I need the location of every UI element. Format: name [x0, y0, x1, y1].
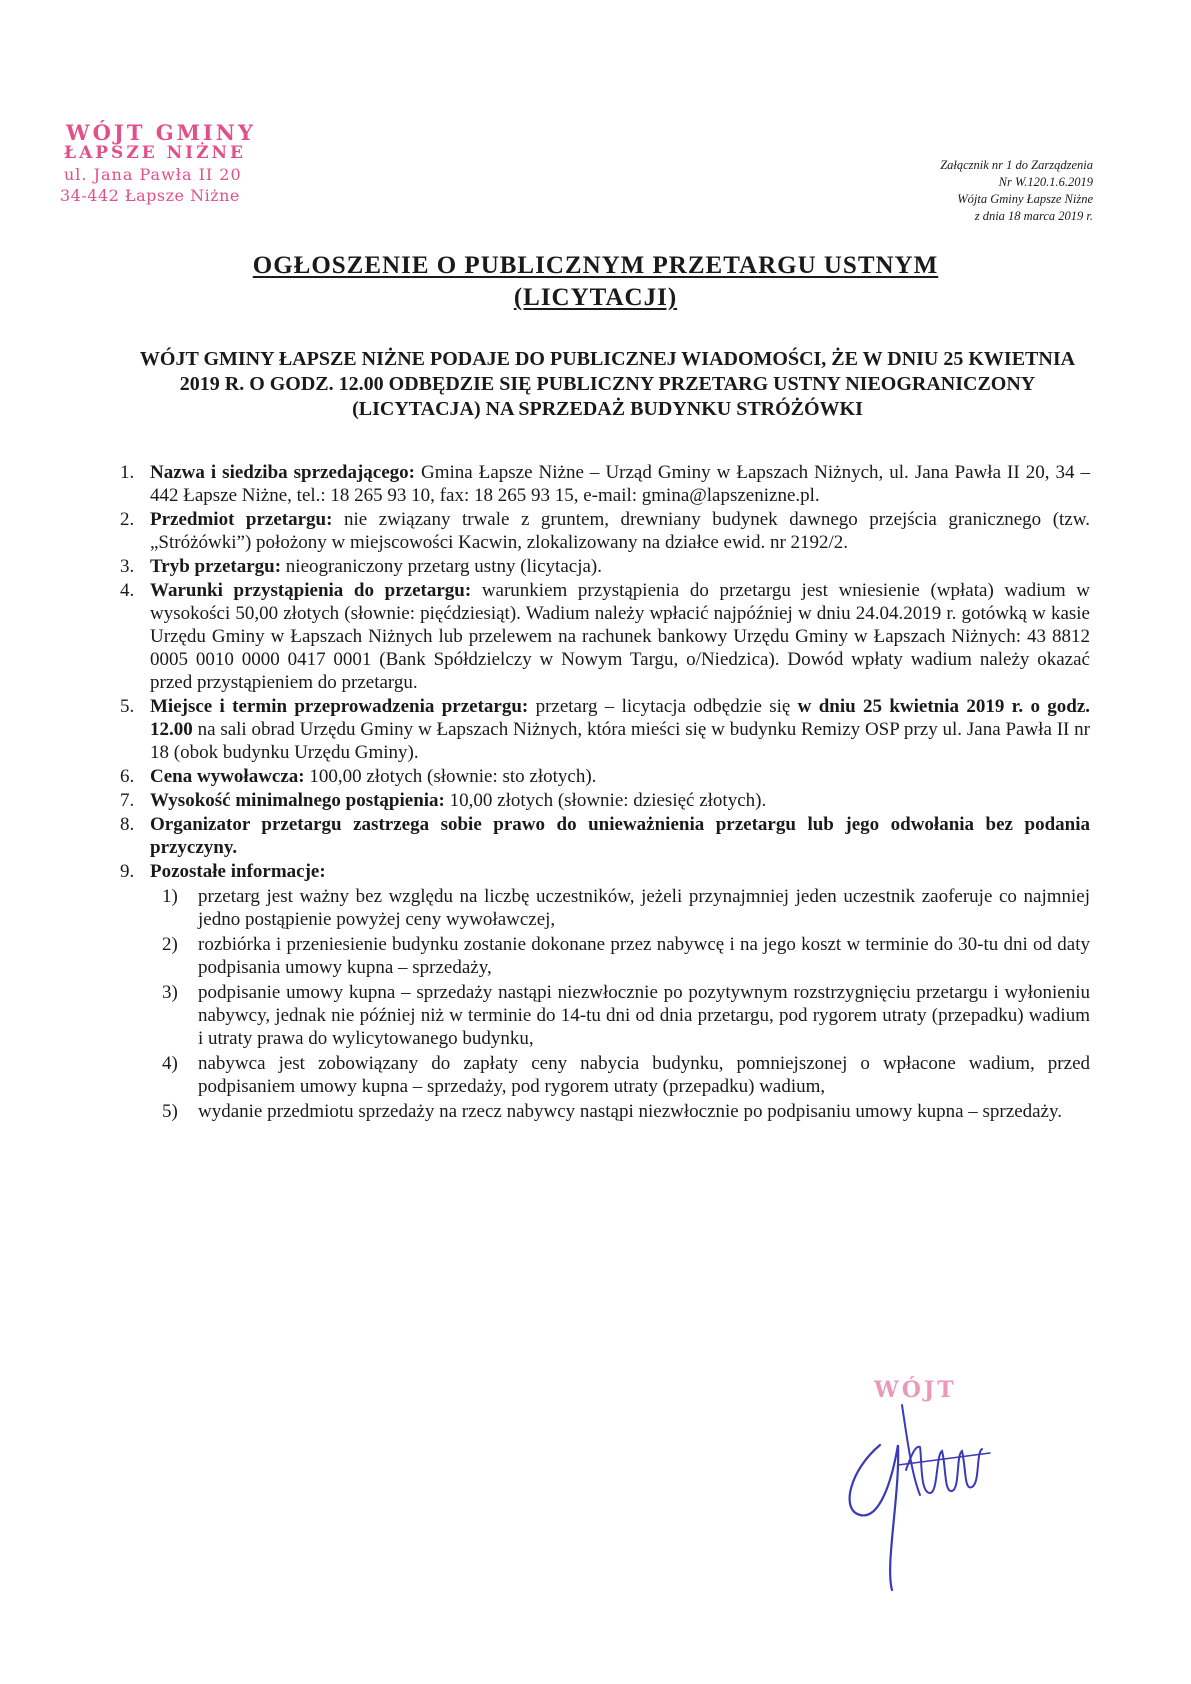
- list-item: [120, 860, 1090, 1123]
- item-text: przetarg – licytacja odbędzie się: [528, 696, 798, 717]
- sub-list-item: [150, 1052, 1090, 1098]
- item-number: 7.: [120, 790, 135, 811]
- sub-item-text: wydanie przedmiotu sprzedaży na rzecz nabywcy nastąpi niezwłocznie po podpisaniu umowy kupna – sprzedaży.: [198, 1101, 1063, 1122]
- item-number: 8.: [120, 814, 135, 835]
- sub-item-number: 1): [162, 886, 178, 907]
- item-heading: Cena wywoławcza:: [150, 766, 305, 787]
- item-number: 3.: [120, 556, 135, 577]
- signature-drawing: [840, 1375, 1020, 1595]
- stamp-line-2: ŁAPSZE NIŻNE: [64, 143, 247, 163]
- item-number: 6.: [120, 766, 135, 787]
- list-item: [120, 695, 1090, 764]
- sub-list-item: [150, 933, 1090, 979]
- item-heading: Warunki przystąpienia do przetargu:: [150, 580, 472, 601]
- sub-item-text: nabywca jest zobowiązany do zapłaty ceny nabycia budynku, pomniejszonej o wpłacone wadium, przed podpisaniem umowy kupna – sprzedaży, pod rygorem utraty (przepadku) wadium,: [198, 1053, 1090, 1097]
- title-line-1: OGŁOSZENIE O PUBLICZNYM PRZETARGU USTNYM: [252, 252, 939, 279]
- item-text: 10,00 złotych (słownie: dziesięć złotych).: [444, 790, 767, 811]
- sub-item-text: przetarg jest ważny bez względu na liczbę uczestników, jeżeli przynajmniej jeden uczestnik zaoferuje co najmniej jedno postąpienie powyżej ceny wywoławczej,: [198, 886, 1090, 930]
- item-number: 2.: [120, 509, 135, 530]
- item-text: Gmina Łapsze Niżne – Urząd Gminy w Łapszach Niżnych, ul. Jana Pawła II 20, 34 – 442 Łapsze Niżne, tel.: 18 265 93 10, fax: 18 265 93 15, e-mail: gmina@lapszenizne.pl.: [150, 462, 1090, 506]
- sub-item-number: 3): [162, 982, 178, 1003]
- announcement-items: [120, 461, 1090, 1125]
- stamp-line-1: WÓJT GMINY: [66, 120, 256, 145]
- item-text: warunkiem przystąpienia do przetargu jest wniesienie (wpłata) wadium w wysokości 50,00 złotych (słownie: pięćdziesiąt). Wadium należy wpłacić najpóźniej w dniu 24.04.2019 r. gotówką w kasie Urzędu Gminy w Łapszach Niżnych lub przelewem na rachunek bankowy Urzędu Gminy w Łapszach Niżnych: 43 8812 0005 0010 0000 0417 0001 (Bank Spółdzielczy w Nowym Targu, o/Niedzica). Dowód wpłaty wadium należy okazać przed przystąpieniem do przetargu.: [150, 580, 1090, 693]
- stamp-line-4: 34-442 Łapsze Niżne: [60, 186, 240, 205]
- item-heading: Organizator przetargu zastrzega sobie prawo do unieważnienia przetargu lub jego odwołania bez podania przyczyny.: [150, 814, 1090, 858]
- office-stamp: [60, 122, 256, 206]
- item-heading: Pozostałe informacje:: [150, 861, 326, 882]
- announcement-lead: WÓJT GMINY ŁAPSZE NIŻNE PODAJE DO PUBLICZNEJ WIADOMOŚCI, ŻE W DNIU 25 KWIETNIA 2019 R. O GODZ. 12.00 ODBĘDZIE SIĘ PUBLICZNY PRZETARG USTNY NIEOGRANICZONY (LICYTACJA) NA SPRZEDAŻ BUDYNKU STRÓŻÓWKI: [139, 348, 1076, 420]
- item-heading: Miejsce i termin przeprowadzenia przetargu:: [150, 696, 529, 717]
- annex-line-1: Załącznik nr 1 do Zarządzenia: [940, 158, 1093, 172]
- item-emphasis: w dniu 25 kwietnia 2019 r. o godz. 12.00: [150, 696, 1091, 740]
- item-text: 100,00 złotych (słownie: sto złotych).: [304, 766, 597, 787]
- sub-item-text: podpisanie umowy kupna – sprzedaży nastąpi niezwłocznie po pozytywnym rozstrzygnięciu przetargu i wyłonieniu nabywcy, jednak nie później niż w terminie do 14-tu dni od dnia przetargu, pod rygorem utraty (przepadku) wadium i utraty prawa do wylicytowanego budynku,: [198, 982, 1090, 1049]
- sub-item-number: 2): [162, 934, 178, 955]
- sub-list-item: [150, 981, 1090, 1050]
- item-text: nieograniczony przetarg ustny (licytacja).: [281, 556, 602, 577]
- item-text: nie związany trwale z gruntem, drewniany budynek dawnego przejścia granicznego (tzw. „Stróżówki”) położony w miejscowości Kacwin, zlokalizowany na działce ewid. nr 2192/2.: [150, 509, 1090, 553]
- item-heading: Tryb przetargu:: [150, 556, 282, 577]
- item-number: 9.: [120, 861, 135, 882]
- item-number: 5.: [120, 696, 135, 717]
- stamp-line-3: ul. Jana Pawła II 20: [64, 165, 242, 184]
- sub-item-number: 4): [162, 1053, 178, 1074]
- annex-line-3: Wójta Gminy Łapsze Niżne: [957, 192, 1093, 206]
- list-item: [120, 555, 1090, 578]
- annex-line-2: Nr W.120.1.6.2019: [998, 175, 1093, 189]
- document-title: [0, 250, 1191, 314]
- item-heading: Nazwa i siedziba sprzedającego:: [150, 462, 415, 483]
- sub-list-item: [150, 885, 1090, 931]
- list-item: [120, 813, 1090, 859]
- list-item: [120, 508, 1090, 554]
- signature-stamp-text: WÓJT: [874, 1377, 957, 1403]
- item-heading: Wysokość minimalnego postąpienia:: [150, 790, 445, 811]
- list-item: [120, 461, 1090, 507]
- signature: [840, 1375, 1020, 1595]
- sub-item-number: 5): [162, 1101, 178, 1122]
- title-line-2: (LICYTACJI): [513, 284, 678, 311]
- item-number: 4.: [120, 580, 135, 601]
- item-heading: Przedmiot przetargu:: [150, 509, 333, 530]
- annex-note: [833, 157, 1093, 225]
- sub-item-text: rozbiórka i przeniesienie budynku zostanie dokonane przez nabywcę i na jego koszt w terminie do 30-tu dni od daty podpisania umowy kupna – sprzedaży,: [198, 934, 1090, 978]
- annex-line-4: z dnia 18 marca 2019 r.: [974, 209, 1093, 223]
- item-number: 1.: [120, 462, 135, 483]
- item-text-continued: na sali obrad Urzędu Gminy w Łapszach Niżnych, która mieści się w budynku Remizy OSP przy ul. Jana Pawła II nr 18 (obok budynku Urzędu Gminy).: [150, 719, 1090, 763]
- list-item: [120, 579, 1090, 694]
- list-item: [120, 789, 1090, 812]
- sub-list: [150, 885, 1090, 1123]
- sub-list-item: [150, 1100, 1090, 1123]
- list-item: [120, 765, 1090, 788]
